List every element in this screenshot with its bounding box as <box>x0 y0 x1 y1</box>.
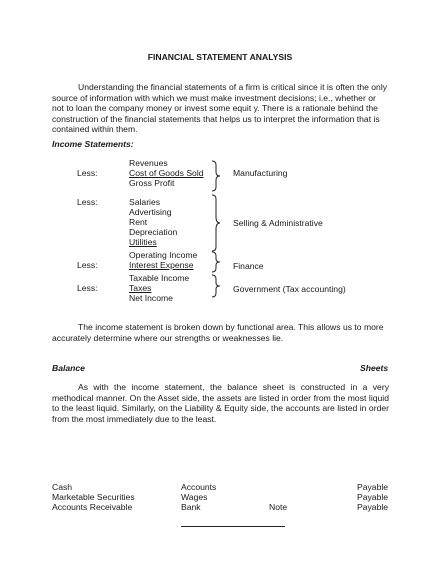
liability-note: Note <box>269 502 288 512</box>
liability-wages: Wages <box>181 492 208 502</box>
income-statements-heading: Income Statements: <box>52 139 134 149</box>
taxes-label: Taxes <box>129 283 152 293</box>
asset-accounts-receivable: Accounts Receivable <box>52 502 133 512</box>
rent-label: Rent <box>129 217 148 227</box>
brace-manufacturing <box>212 161 220 191</box>
salaries-label: Salaries <box>129 197 161 207</box>
operating-income-label: Operating Income <box>129 250 198 260</box>
asset-cash: Cash <box>52 482 73 492</box>
intro-paragraph: Understanding the financial statements of a firm is critical since it is often the only source of information with which we must make investment decisions; i.e., whether or not to loan the company money or invest some equit y. There is a rationale behind the construction of the financial statements that helps us to interpret the information that is contained within them. <box>52 82 388 135</box>
total-rule-divider <box>181 526 285 527</box>
cogs-label: Cost of Goods Sold <box>129 168 204 178</box>
brace-government <box>212 275 220 297</box>
less-label-taxes: Less: <box>77 283 98 293</box>
balance-heading-right: Sheets <box>360 363 389 373</box>
gross-profit-label: Gross Profit <box>129 178 175 188</box>
area-finance: Finance <box>233 261 264 271</box>
less-label-cogs: Less: <box>77 168 98 178</box>
balance-heading-left: Balance <box>52 363 85 373</box>
utilities-label: Utilities <box>129 237 157 247</box>
payable-wages: Payable <box>357 492 389 502</box>
income-paragraph: The income statement is broken down by functional area. This allows us to more accurately determine where our strengths or weaknesses lie. <box>52 322 384 343</box>
depreciation-label: Depreciation <box>129 227 178 237</box>
net-income-label: Net Income <box>129 293 173 303</box>
brace-selling <box>212 195 220 251</box>
taxable-income-label: Taxable Income <box>129 273 190 283</box>
payable-bank-note: Payable <box>357 502 389 512</box>
less-label-expenses: Less: <box>77 197 98 207</box>
less-label-interest: Less: <box>77 260 98 270</box>
interest-expense-label: Interest Expense <box>129 260 194 270</box>
asset-marketable-securities: Marketable Securities <box>52 492 135 502</box>
area-selling-admin: Selling & Administrative <box>233 218 323 228</box>
liability-accounts: Accounts <box>181 482 217 492</box>
area-government: Government (Tax accounting) <box>233 284 346 294</box>
area-manufacturing: Manufacturing <box>233 168 288 178</box>
revenues-label: Revenues <box>129 158 168 168</box>
payable-accounts: Payable <box>357 482 389 492</box>
advertising-label: Advertising <box>129 207 172 217</box>
liability-bank: Bank <box>181 502 201 512</box>
document-title: FINANCIAL STATEMENT ANALYSIS <box>147 52 293 62</box>
balance-paragraph: As with the income statement, the balance sheet is constructed in a very methodical manner. On the Asset side, the assets are listed in order from the most liquid to the least liquid. Similarly, on the Liability & Equity side, the accounts are listed in order from the most immediately due to the least. <box>52 382 389 424</box>
brace-finance <box>212 252 220 272</box>
braces-group <box>204 158 230 304</box>
